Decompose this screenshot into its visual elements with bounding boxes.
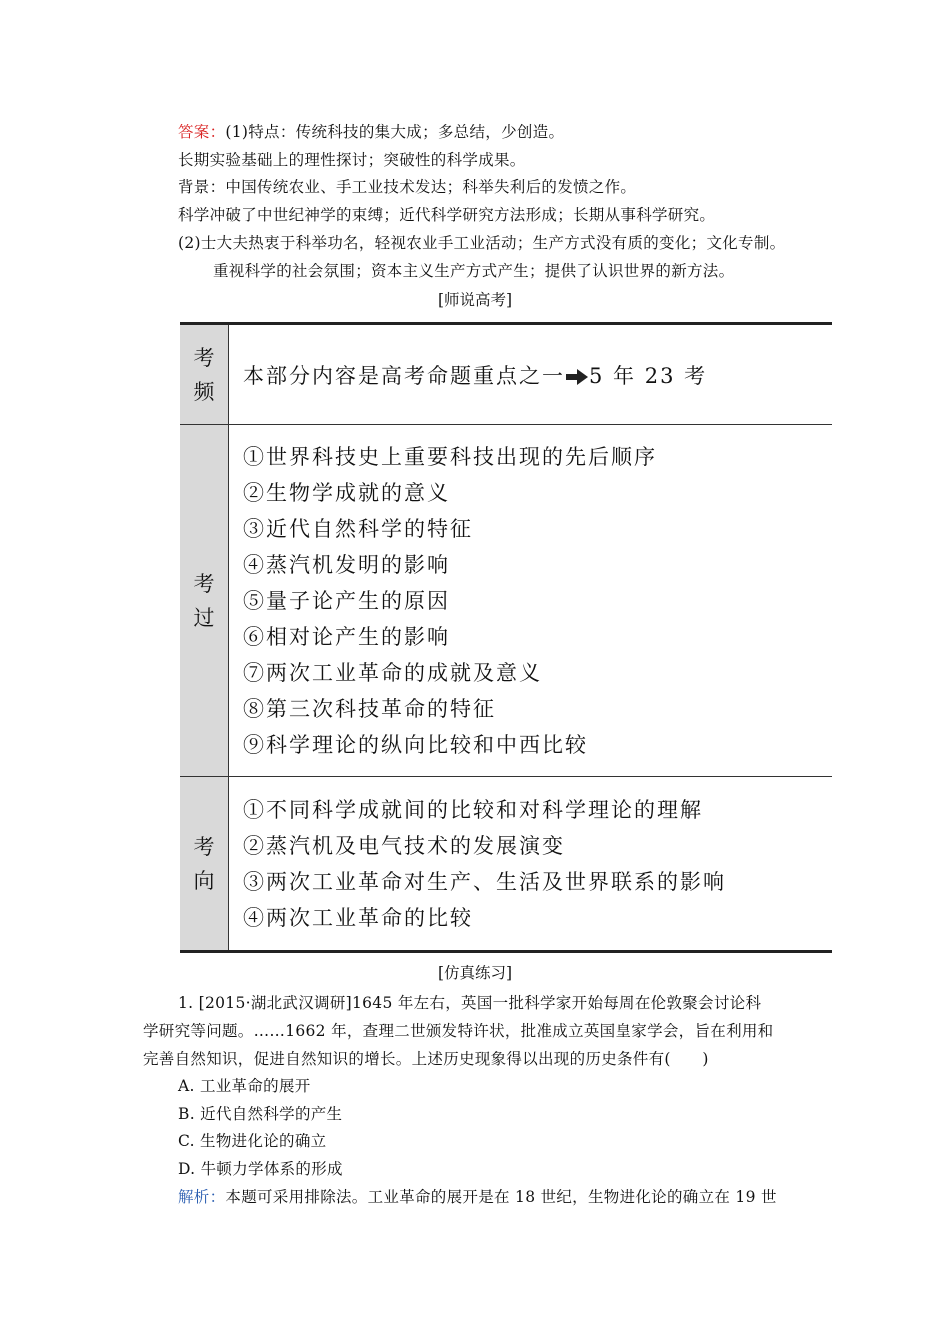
list-item: ④蒸汽机发明的影响 (243, 552, 450, 577)
answer-line-5: (2)士大夫热衷于科举功名，轻视农业手工业活动；生产方式没有质的变化；文化专制。 (178, 234, 786, 252)
list-item: ②蒸汽机及电气技术的发展演变 (243, 833, 565, 858)
option-a: A. 工业革命的展开 (178, 1077, 311, 1095)
question-line-2: 学研究等问题。……1662 年，查理二世颁发特许状，批准成立英国皇家学会，旨在利用和 (143, 1022, 774, 1040)
analysis-line: 解析：本题可采用排除法。工业革命的展开是在 18 世纪，生物进化论的确立在 19 世 (178, 1188, 777, 1206)
answer-label: 答案： (178, 123, 226, 141)
answer-line-4: 科学冲破了中世纪神学的束缚；近代科学研究方法形成；长期从事科学研究。 (178, 206, 716, 224)
answer-line-6: 重视科学的社会氛围；资本主义生产方式产生；提供了认识世界的新方法。 (213, 262, 735, 280)
row-frequency (180, 324, 832, 425)
row-direction (180, 777, 832, 952)
section-title-practice: [仿真练习] (437, 964, 513, 982)
answer-line-1: 答案：(1)特点：传统科技的集大成；多总结，少创造。 (178, 123, 565, 141)
question-line-1: 1. [2015·湖北武汉调研]1645 年左右，英国一批科学家开始每周在伦敦聚会讨论科 (178, 994, 762, 1012)
list-item: ④两次工业革命的比较 (243, 905, 473, 930)
right-arrow-icon (566, 370, 588, 384)
answer-line-3: 背景：中国传统农业、手工业技术发达；科举失利后的发愤之作。 (178, 178, 637, 196)
answer-line-2: 长期实验基础上的理性探讨；突破性的科学成果。 (178, 151, 526, 169)
direction-list (229, 777, 833, 952)
list-item: ⑥相对论产生的影响 (243, 624, 450, 649)
option-c: C. 生物进化论的确立 (178, 1132, 327, 1150)
exam-info-table (180, 322, 832, 953)
section-title-shishuo: [师说高考] (437, 291, 513, 309)
list-item: ③两次工业革命对生产、生活及世界联系的影响 (243, 869, 726, 894)
list-item: ⑤量子论产生的原因 (243, 588, 450, 613)
option-b: B. 近代自然科学的产生 (178, 1105, 343, 1123)
list-item: ⑨科学理论的纵向比较和中西比较 (243, 732, 588, 757)
list-item: ⑦两次工业革命的成就及意义 (243, 660, 542, 685)
list-item: ①不同科学成就间的比较和对科学理论的理解 (243, 797, 703, 822)
row-tested (180, 425, 832, 777)
list-item: ②生物学成就的意义 (243, 480, 450, 505)
list-item: ⑧第三次科技革命的特征 (243, 696, 496, 721)
side-label-tested: 考 过 (180, 425, 229, 777)
tested-list (229, 425, 833, 777)
list-item: ①世界科技史上重要科技出现的先后顺序 (243, 444, 657, 469)
analysis-label: 解析： (178, 1188, 226, 1206)
option-d: D. 牛顿力学体系的形成 (178, 1160, 343, 1178)
side-label-frequency: 考 频 (180, 324, 229, 425)
list-item: ③近代自然科学的特征 (243, 516, 473, 541)
side-label-direction: 考 向 (180, 777, 229, 952)
frequency-text: 本部分内容是高考命题重点之一 5 年 23 考 (229, 324, 833, 425)
question-line-3: 完善自然知识，促进自然知识的增长。上述历史现象得以出现的历史条件有( ) (143, 1050, 709, 1068)
